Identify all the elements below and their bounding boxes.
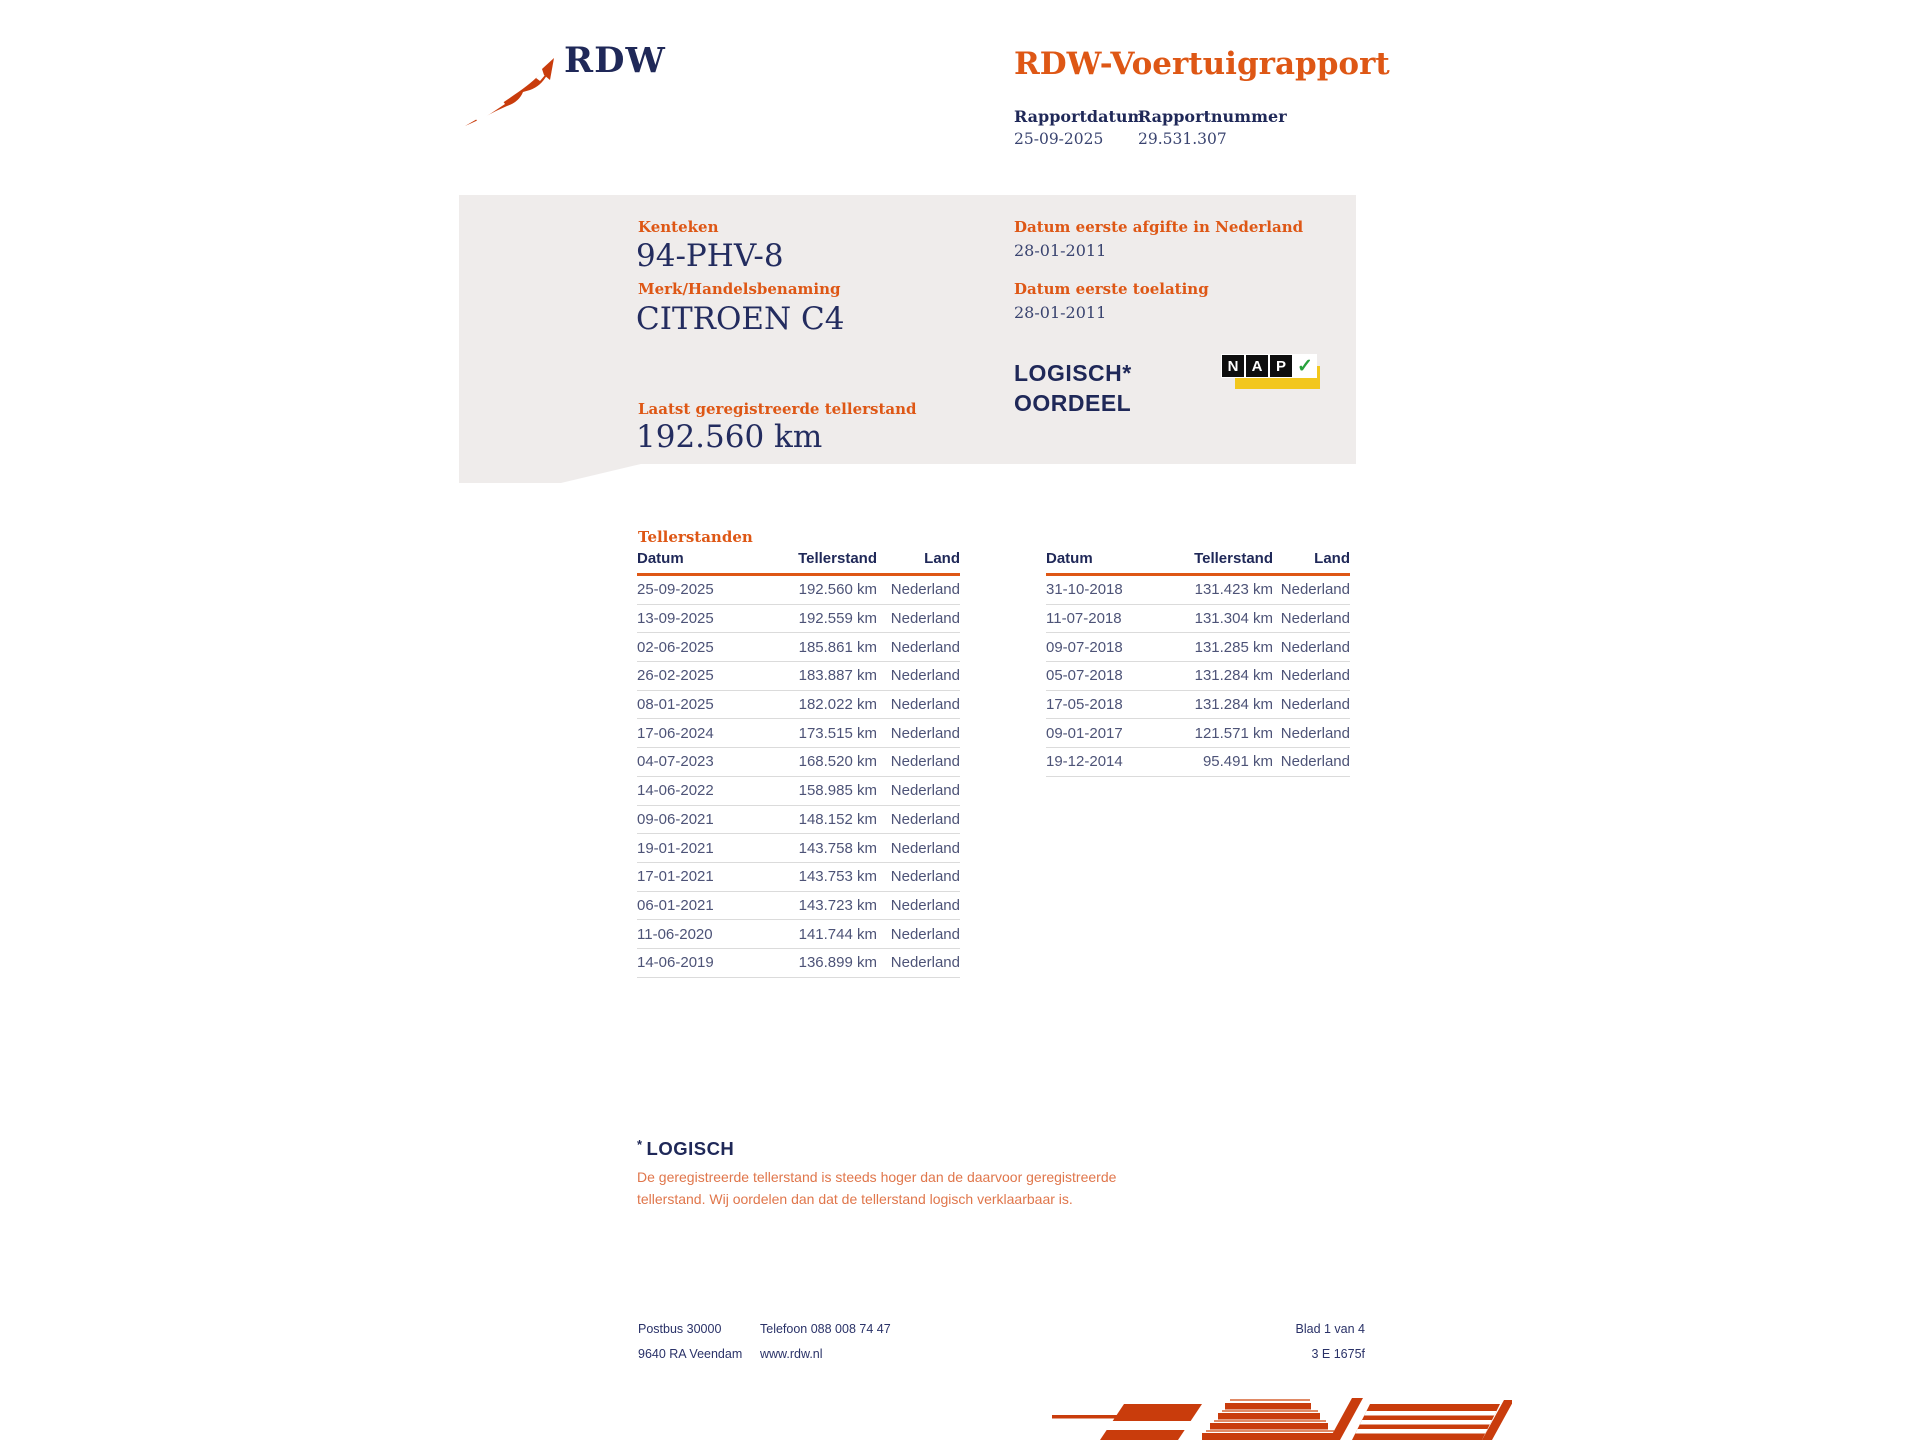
cell-datum: 13-09-2025 <box>637 604 752 633</box>
col-header-tellerstand: Tellerstand <box>1156 550 1273 575</box>
cell-datum: 02-06-2025 <box>637 633 752 662</box>
table-row <box>637 748 960 777</box>
table-row <box>637 920 960 949</box>
table-row <box>1046 575 1350 605</box>
footnote-asterisk: * <box>637 1137 643 1152</box>
footer-doc-code: 3 E 1675f <box>1311 1347 1365 1361</box>
nap-check-icon: ✓ <box>1294 355 1316 377</box>
cell-tellerstand: 143.753 km <box>752 862 877 891</box>
toelating-label: Datum eerste toelating <box>1014 280 1209 298</box>
cell-datum: 04-07-2023 <box>637 748 752 777</box>
cell-land: Nederland <box>877 862 960 891</box>
cell-land: Nederland <box>877 805 960 834</box>
cell-tellerstand: 95.491 km <box>1156 748 1273 777</box>
cell-tellerstand: 185.861 km <box>752 633 877 662</box>
cell-datum: 09-07-2018 <box>1046 633 1156 662</box>
cell-tellerstand: 192.559 km <box>752 604 877 633</box>
cell-tellerstand: 183.887 km <box>752 662 877 691</box>
tellerstand-value: 192.560 km <box>636 419 823 455</box>
cell-datum: 26-02-2025 <box>637 662 752 691</box>
col-header-tellerstand: Tellerstand <box>752 550 877 575</box>
cell-land: Nederland <box>1273 690 1350 719</box>
rdw-logo-swoosh-icon <box>462 56 554 130</box>
footer-phone: Telefoon 088 008 74 47 <box>760 1322 891 1336</box>
footnote-text: De geregistreerde tellerstand is steeds hoger dan de daarvoor geregistreerde tellerstand. Wij oordelen dan dat de tellerstand logisch verklaarbaar is. <box>637 1169 1117 1207</box>
merk-label: Merk/Handelsbenaming <box>638 280 841 298</box>
table-row <box>637 690 960 719</box>
rdw-wordmark: RDW <box>564 40 666 81</box>
report-number-label: Rapportnummer <box>1138 107 1287 126</box>
cell-land: Nederland <box>877 690 960 719</box>
cell-tellerstand: 131.285 km <box>1156 633 1273 662</box>
cell-tellerstand: 131.304 km <box>1156 604 1273 633</box>
nap-letter-a: A <box>1246 355 1268 377</box>
table-header-row <box>637 550 960 575</box>
cell-datum: 09-01-2017 <box>1046 719 1156 748</box>
footer-website: www.rdw.nl <box>760 1347 823 1361</box>
cell-datum: 11-06-2020 <box>637 920 752 949</box>
cell-datum: 19-01-2021 <box>637 834 752 863</box>
table-row <box>637 862 960 891</box>
cell-tellerstand: 121.571 km <box>1156 719 1273 748</box>
footer-address-line1: Postbus 30000 <box>638 1322 722 1336</box>
cell-datum: 25-09-2025 <box>637 575 752 605</box>
cell-tellerstand: 136.899 km <box>752 948 877 977</box>
cell-land: Nederland <box>877 575 960 605</box>
kenteken-label: Kenteken <box>638 218 719 236</box>
cell-land: Nederland <box>877 604 960 633</box>
col-header-land: Land <box>877 550 960 575</box>
cell-land: Nederland <box>1273 633 1350 662</box>
oordeel-line2: OORDEEL <box>1014 390 1132 416</box>
footnote-heading <box>637 1137 734 1160</box>
table-row <box>637 719 960 748</box>
cell-tellerstand: 143.758 km <box>752 834 877 863</box>
report-number-value: 29.531.307 <box>1138 130 1227 148</box>
nap-letter-p: P <box>1270 355 1292 377</box>
cell-land: Nederland <box>877 920 960 949</box>
kenteken-value: 94-PHV-8 <box>636 238 784 274</box>
cell-tellerstand: 131.284 km <box>1156 690 1273 719</box>
cell-datum: 14-06-2022 <box>637 776 752 805</box>
cell-tellerstand: 168.520 km <box>752 748 877 777</box>
table-header-row <box>1046 550 1350 575</box>
nap-logo <box>1222 355 1322 393</box>
cell-land: Nederland <box>877 633 960 662</box>
cell-datum: 19-12-2014 <box>1046 748 1156 777</box>
table-row <box>1046 690 1350 719</box>
cell-tellerstand: 131.423 km <box>1156 575 1273 605</box>
cell-land: Nederland <box>877 891 960 920</box>
cell-tellerstand: 173.515 km <box>752 719 877 748</box>
footer-address-line2: 9640 RA Veendam <box>638 1347 743 1361</box>
cell-datum: 17-05-2018 <box>1046 690 1156 719</box>
col-header-datum: Datum <box>637 550 752 575</box>
cell-land: Nederland <box>877 662 960 691</box>
cell-datum: 06-01-2021 <box>637 891 752 920</box>
page-title: RDW-Voertuigrapport <box>1014 46 1390 82</box>
cell-datum: 08-01-2025 <box>637 690 752 719</box>
tellerstanden-table-left <box>637 550 960 978</box>
cell-datum: 17-06-2024 <box>637 719 752 748</box>
nap-letter-n: N <box>1222 355 1244 377</box>
tellerstanden-table-right <box>1046 550 1350 777</box>
speed-stripes-graphic <box>1052 1398 1512 1440</box>
cell-tellerstand: 182.022 km <box>752 690 877 719</box>
cell-land: Nederland <box>1273 748 1350 777</box>
cell-land: Nederland <box>1273 662 1350 691</box>
cell-land: Nederland <box>877 834 960 863</box>
cell-land: Nederland <box>877 776 960 805</box>
table-row <box>1046 748 1350 777</box>
table-row <box>637 575 960 605</box>
oordeel-text <box>1014 358 1132 418</box>
cell-land: Nederland <box>1273 604 1350 633</box>
cell-land: Nederland <box>877 948 960 977</box>
table-row <box>1046 719 1350 748</box>
cell-tellerstand: 158.985 km <box>752 776 877 805</box>
oordeel-line1: LOGISCH* <box>1014 360 1132 386</box>
cell-datum: 17-01-2021 <box>637 862 752 891</box>
table-row <box>1046 633 1350 662</box>
table-row <box>637 805 960 834</box>
table-row <box>637 633 960 662</box>
cell-land: Nederland <box>1273 719 1350 748</box>
cell-tellerstand: 148.152 km <box>752 805 877 834</box>
tellerstand-label: Laatst geregistreerde tellerstand <box>638 400 917 418</box>
report-date-label: Rapportdatum <box>1014 107 1145 126</box>
cell-datum: 11-07-2018 <box>1046 604 1156 633</box>
cell-datum: 09-06-2021 <box>637 805 752 834</box>
table-row <box>637 948 960 977</box>
table-row <box>637 776 960 805</box>
afgifte-value: 28-01-2011 <box>1014 241 1107 260</box>
table-row <box>637 662 960 691</box>
cell-land: Nederland <box>877 719 960 748</box>
cell-datum: 14-06-2019 <box>637 948 752 977</box>
table-row <box>1046 604 1350 633</box>
col-header-datum: Datum <box>1046 550 1156 575</box>
tellerstanden-title: Tellerstanden <box>638 528 753 546</box>
cell-datum: 31-10-2018 <box>1046 575 1156 605</box>
col-header-land: Land <box>1273 550 1350 575</box>
cell-tellerstand: 192.560 km <box>752 575 877 605</box>
cell-tellerstand: 141.744 km <box>752 920 877 949</box>
cell-datum: 05-07-2018 <box>1046 662 1156 691</box>
footer-page-info: Blad 1 van 4 <box>1295 1322 1365 1336</box>
cell-tellerstand: 131.284 km <box>1156 662 1273 691</box>
afgifte-label: Datum eerste afgifte in Nederland <box>1014 218 1304 236</box>
cell-land: Nederland <box>1273 575 1350 605</box>
cell-land: Nederland <box>877 748 960 777</box>
cell-tellerstand: 143.723 km <box>752 891 877 920</box>
table-row <box>637 834 960 863</box>
table-row <box>637 891 960 920</box>
toelating-value: 28-01-2011 <box>1014 303 1107 322</box>
report-date-value: 25-09-2025 <box>1014 130 1104 148</box>
summary-card-tab <box>459 464 641 483</box>
table-row <box>1046 662 1350 691</box>
table-row <box>637 604 960 633</box>
merk-value: CITROEN C4 <box>636 301 845 337</box>
footnote-title: LOGISCH <box>646 1138 735 1159</box>
